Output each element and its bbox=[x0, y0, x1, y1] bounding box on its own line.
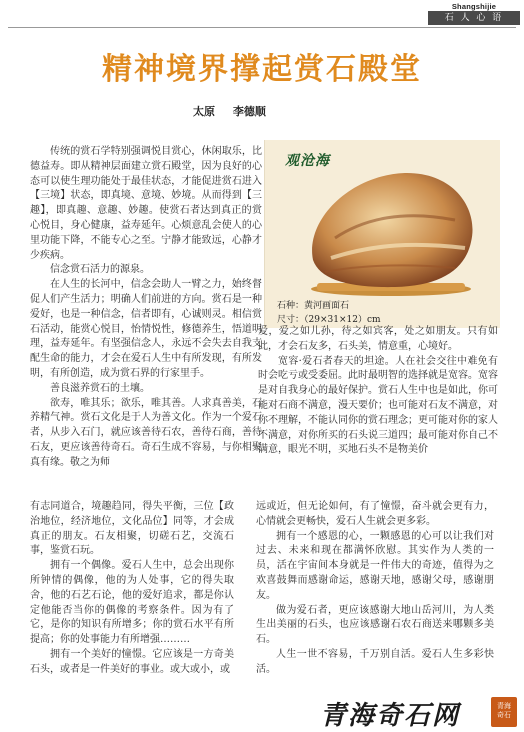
subheading: 信念赏石活力的源泉。 bbox=[50, 264, 150, 276]
paragraph: 人生一世不容易，千万别自活。爱石人生多彩快活。 bbox=[256, 648, 494, 675]
stone-caption-kind: 石种：黄河画面石 bbox=[277, 301, 350, 311]
article-column-left-top bbox=[30, 145, 262, 471]
stone-photo-card bbox=[264, 140, 500, 328]
site-logo-text: 青海奇石网 bbox=[320, 701, 461, 731]
author-name: 李德顺 bbox=[232, 105, 266, 118]
paragraph: 有志同道合，境趣趋同，得失平衡，三位【政治地位，经济地位，文化品位】同等，才会成真正的朋友。石友相聚，切磋石艺，交流石事，鉴赏石玩。 bbox=[30, 501, 234, 557]
header-brand: Shangshijie bbox=[451, 2, 497, 11]
paragraph: 传统的赏石学特别强调悦目赏心，休闲取乐，比德益寿。即从精神层面建立赏石殿堂，因为良好的心态可以使生理功能处于最佳状态，才能促进赏石进入【三境】状态，即真境、意境、妙境。从而得到【三趣】，即真趣、意趣、妙趣。使赏石者达到真正的赏心悦目，身心健康，益寿延年。心烦意乱会使人的心里功能下降，不能专心之至。宁静才能致远，心静才少疾病。 bbox=[30, 146, 262, 261]
paragraph: 远或近，但无论如何，有了憧憬，奋斗就会更有力，心情就会更畅快，爱石人生就会更多彩。 bbox=[256, 501, 494, 527]
seal-line: 奇石 bbox=[497, 711, 511, 719]
byline bbox=[193, 103, 280, 119]
paragraph: 宽容·爱石者春天的坦途。人在社会交往中难免有时会吃亏或受委屈。此时最明智的选择就是宽容。宽容是对自我身心的最好保护。赏石人生中也是如此，你可能对石商不满意，漫天要价；也可能对石友不满意，对你不理解，不能认同你的赏石理念；更可能对你的家人不满意，对你所买的石头说三道四；最可能对你自己不满意，眼光不明，买地石头不是物美价 bbox=[258, 355, 498, 456]
paragraph: 拥有一个偶像。爱石人生中，总会出现你所钟情的偶像，他的为人处事，它的得失取舍，他的石艺石论，他的爱好追求，都是你认定他能否当你的偶像的考察条件。因为有了它，是你的知识有所增多；你的赏石水平有所提高；你的处事能力有所增强……… bbox=[30, 560, 234, 646]
header-rule bbox=[8, 27, 516, 28]
paragraph: 爱，爱之如儿孙，待之如宾客，处之如朋友。只有如此，才会石友多，石头美，情意重，心境好。 bbox=[258, 326, 498, 352]
paragraph: 做为爱石者，更应该感谢大地山岳河川，为人类生出美丽的石头，也应该感谢石农石商送来哪颗多美石。 bbox=[256, 604, 494, 646]
section-label: 石 人 心 语 bbox=[428, 11, 520, 25]
author-place: 太原 bbox=[193, 105, 215, 118]
paragraph: 欲寿，唯其乐；欲乐，唯其善。人求真善美，石养精气神。赏石文化是于人为善文化。作为一个爱石者，从步入石门，就应该善待石农，善待石商，善待石友，更应该善待奇石。奇石生成不容易，与你相聚真有缘。敬之为师 bbox=[30, 397, 262, 468]
paragraph: 拥有一个感恩的心，一颗感恩的心可以让我们对过去、未来和现在都满怀欣慰。其实作为人类的一员，活在宇宙间本身就是一件伟大的奇迹，值得为之欢喜鼓舞而感谢命运，感谢天地，感谢父母，感谢朋友。 bbox=[256, 530, 494, 601]
stone-name: 观沧海 bbox=[285, 153, 330, 169]
article-column-right-bottom bbox=[256, 500, 494, 678]
article-title: 精神境界撑起赏石殿堂 bbox=[102, 52, 422, 87]
seal-line: 青海 bbox=[497, 702, 511, 710]
paragraph: 拥有一个美好的憧憬。它应该是一方奇美石头，或者是一件美好的事业。或大或小，或 bbox=[30, 648, 234, 675]
stone-caption-size: 尺寸：（29×31×12）cm bbox=[277, 315, 381, 325]
article-column-left-bottom bbox=[30, 500, 234, 678]
paragraph: 在人生的长河中，信念会助人一臂之力，始终督促人们产生活力；明确人们前进的方向。赏石是一种爱好，也是一种信念，信者即有，心诚则灵。相信赏石活动，能赏心悦目，怡情悦性，修德养生，悟道明理，益寿延年。有坚强信念人，永远不会失去自我支配生命的能力，才会在爱石人生中有所发现，有所发明，有所创造，成为赏石界的行家里手。 bbox=[30, 279, 262, 379]
subheading: 善良滋养赏石的土壤。 bbox=[50, 382, 150, 394]
article-column-right-top bbox=[258, 325, 498, 458]
site-seal bbox=[491, 697, 517, 727]
